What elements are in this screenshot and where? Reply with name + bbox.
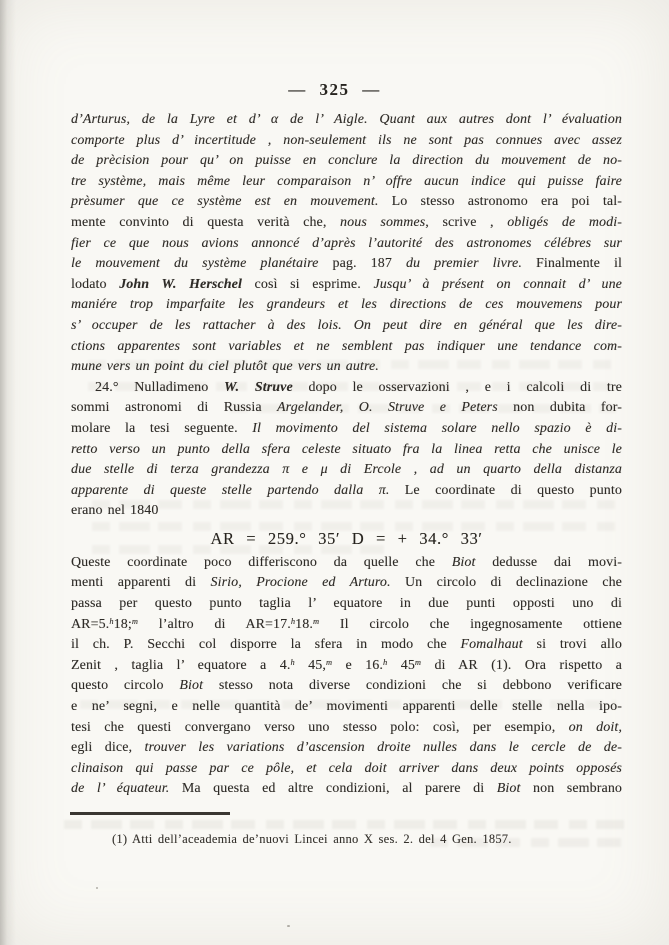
text-line bbox=[71, 131, 622, 152]
text-segment: due stelle di terza grandezza π e μ di Ercole , ad un quarto della distanza bbox=[71, 462, 622, 478]
text-line bbox=[71, 615, 622, 636]
text-segment: non sembrano bbox=[520, 781, 623, 797]
text-segment: du premier livre. bbox=[405, 256, 522, 272]
text-line bbox=[71, 254, 622, 275]
text-segment: trouver les variations d’ascension droite nulles dans le cercle de de- bbox=[144, 740, 622, 756]
text-segment: pag. 187 bbox=[332, 256, 406, 272]
text-segment: Ma questa ed altre condizioni, al parere di bbox=[169, 781, 497, 797]
text-line bbox=[71, 110, 622, 131]
text-segment: Biot bbox=[179, 678, 204, 694]
text-segment: prèsumer que ce système est en mouvement. bbox=[71, 194, 379, 210]
text-segment: d’Arturus, de la Lyre et d’ α de l’ Aigle. Quant aux autres dont l’ évaluation bbox=[71, 112, 622, 127]
text-segment: dopo le osservazioni , e i calcoli di tre bbox=[292, 379, 622, 395]
text-segment: dedusse dai movi- bbox=[475, 554, 622, 570]
text-segment: questo circolo bbox=[71, 678, 180, 694]
text-segment: passa per questo punto taglia l’ equatore in due punti opposti uno di bbox=[71, 596, 622, 612]
text-line bbox=[71, 697, 622, 718]
text-segment: Zenit , taglia l’ equatore a 4. bbox=[71, 657, 291, 673]
text-segment: tre système, mais même leur comparaison n’ offre aucun indice qui puisse faire bbox=[71, 173, 622, 189]
text-segment: menti apparenti di bbox=[71, 575, 211, 591]
text-segment: 18; bbox=[113, 616, 132, 632]
text-segment: 18. bbox=[295, 616, 313, 632]
text-segment: erano nel 1840 bbox=[71, 503, 159, 519]
text-segment: nous sommes bbox=[340, 214, 426, 230]
text-segment: Un circolo di declinazione che bbox=[390, 575, 622, 591]
text-segment: tesi che questi convergano verso uno stesso polo: così, per esempio, bbox=[71, 719, 569, 735]
text-segment: e ne’ segni, e nelle quantità de’ movimenti apparenti delle stelle nella ipo- bbox=[71, 699, 622, 715]
text-segment: h bbox=[383, 657, 388, 667]
text-line bbox=[71, 213, 622, 234]
text-line bbox=[71, 440, 622, 461]
text-segment: , scrive , bbox=[425, 214, 508, 230]
text-line bbox=[71, 718, 622, 739]
text-segment: Biot bbox=[496, 781, 521, 797]
text-segment: fier ce que nous avions annoncé d’après l’autorité des astronomes célébres sur bbox=[71, 235, 622, 251]
text-segment: Finalmente il bbox=[521, 256, 623, 272]
text-line bbox=[71, 481, 622, 502]
text-segment: Lo stesso astronomo era poi tal- bbox=[378, 194, 622, 210]
text-line bbox=[71, 337, 622, 358]
text-segment: lodato bbox=[71, 276, 120, 292]
text-segment: mune vers un point du ciel plutôt que vers un autre. bbox=[71, 359, 379, 375]
text-line bbox=[71, 378, 622, 399]
text-segment: così si esprime. bbox=[242, 276, 374, 292]
text-line bbox=[71, 357, 622, 378]
text-line bbox=[71, 738, 622, 759]
text-segment: e 16. bbox=[332, 657, 384, 673]
scan-edge-shadow bbox=[0, 0, 16, 945]
text-line bbox=[71, 419, 622, 440]
bleed-through-smudge bbox=[64, 820, 624, 829]
text-segment: clinaison qui passe par ce pôle, et cela doit arriver dans deux points opposés bbox=[71, 760, 622, 776]
text-segment: comporte plus d’ incertitude , non-seulement ils ne sont pas connues avec assez bbox=[71, 132, 622, 148]
text-segment: h bbox=[109, 616, 114, 626]
footnote-text: (1) Atti dell’aceademia de’nuovi Lincei anno X ses. 2. del 4 Gen. 1857. bbox=[112, 832, 512, 846]
text-segment: de prècision pour qu’ on puisse en conclure la direction du mouvement de no- bbox=[71, 153, 622, 169]
body-text bbox=[71, 110, 622, 800]
text-segment: s’ occuper de les rattacher à des lois. On peut dire en général que les dire- bbox=[71, 317, 622, 333]
footnote-rule bbox=[70, 812, 230, 815]
text-line bbox=[71, 460, 622, 481]
text-segment: non dubita for- bbox=[497, 400, 622, 416]
text-segment: m bbox=[131, 616, 139, 626]
text-segment: le mouvement du système planétaire bbox=[71, 256, 333, 272]
text-segment: egli dice, bbox=[71, 740, 145, 756]
text-line bbox=[71, 501, 622, 522]
text-line bbox=[71, 192, 622, 213]
text-line bbox=[71, 779, 622, 800]
text-segment: on doit, bbox=[568, 719, 623, 735]
text-segment: 24.° Nulladimeno bbox=[95, 379, 225, 395]
text-segment: Queste coordinate poco differiscono da quelle che bbox=[71, 554, 452, 570]
text-line bbox=[71, 234, 622, 255]
text-line bbox=[71, 398, 622, 419]
text-segment: si trovi allo bbox=[522, 637, 622, 653]
dust-speck bbox=[287, 925, 290, 927]
text-segment: sommi astronomi di Russia bbox=[71, 400, 278, 416]
text-segment: h bbox=[290, 616, 296, 626]
text-segment: Fomalhaut bbox=[460, 637, 523, 653]
text-segment: m bbox=[313, 616, 320, 626]
text-line bbox=[71, 676, 622, 697]
text-line bbox=[71, 635, 622, 656]
text-segment: m bbox=[325, 657, 333, 667]
text-segment: John W. Herschel bbox=[119, 276, 242, 292]
text-segment: Argelander, O. Struve e Peters bbox=[277, 400, 498, 416]
text-segment: h bbox=[290, 657, 295, 667]
text-segment: AR = 259.° 35′ D = + 34.° 33′ bbox=[210, 528, 483, 548]
text-segment: Il circolo che ingegnosamente ottiene bbox=[319, 616, 623, 632]
text-line bbox=[71, 151, 622, 172]
formula-line bbox=[71, 527, 622, 551]
text-segment: Biot bbox=[451, 554, 476, 570]
text-line bbox=[71, 573, 622, 594]
dust-speck bbox=[96, 887, 98, 889]
text-line bbox=[71, 275, 622, 296]
text-segment: ctions apparentes sont variables et ne semblent pas indiquer une tendance com- bbox=[71, 338, 622, 354]
text-segment: stesso nota diverse condizioni che si debbono verificare bbox=[203, 678, 623, 694]
text-segment: AR=5. bbox=[71, 616, 110, 632]
text-segment: m bbox=[414, 657, 422, 667]
text-line bbox=[71, 759, 622, 780]
text-line bbox=[71, 295, 622, 316]
text-segment: 45 bbox=[387, 657, 415, 673]
text-segment: retto verso un punto della sfera celeste situato fra la linea retta che unisce le bbox=[71, 441, 622, 457]
text-segment: obligés de modi- bbox=[507, 214, 623, 230]
text-line bbox=[71, 594, 622, 615]
text-line bbox=[71, 656, 622, 677]
text-line bbox=[71, 553, 622, 574]
page-number: — 325 — bbox=[288, 80, 381, 99]
text-segment: molare la tesi seguente. bbox=[71, 420, 253, 436]
text-segment: W. Struve bbox=[224, 379, 293, 395]
text-segment: 45, bbox=[294, 657, 326, 673]
text-line bbox=[71, 316, 622, 337]
text-segment: apparente di queste stelle partendo dalla π. bbox=[71, 482, 390, 498]
text-segment: Jusqu’ à présent on connait d’ une bbox=[373, 276, 622, 292]
text-segment: mente convinto di questa verità che, bbox=[71, 214, 341, 230]
text-segment: il ch. P. Secchi col disporre la sfera in modo che bbox=[71, 637, 461, 653]
text-segment: Il movimento del sistema solare nello spazio è di- bbox=[252, 420, 622, 436]
text-segment: l’altro di AR=17. bbox=[138, 616, 291, 632]
text-segment: de l’ équateur. bbox=[71, 781, 170, 797]
text-segment: Sirio, Procione ed Arturo. bbox=[210, 575, 391, 591]
text-segment: Le coordinate di questo punto bbox=[389, 482, 622, 498]
text-segment: di AR (1). Ora rispetto a bbox=[421, 657, 622, 673]
text-segment: maniére trop imparfaite les grandeurs et les directions de ces mouvemens pour bbox=[71, 297, 622, 313]
text-line bbox=[71, 172, 622, 193]
